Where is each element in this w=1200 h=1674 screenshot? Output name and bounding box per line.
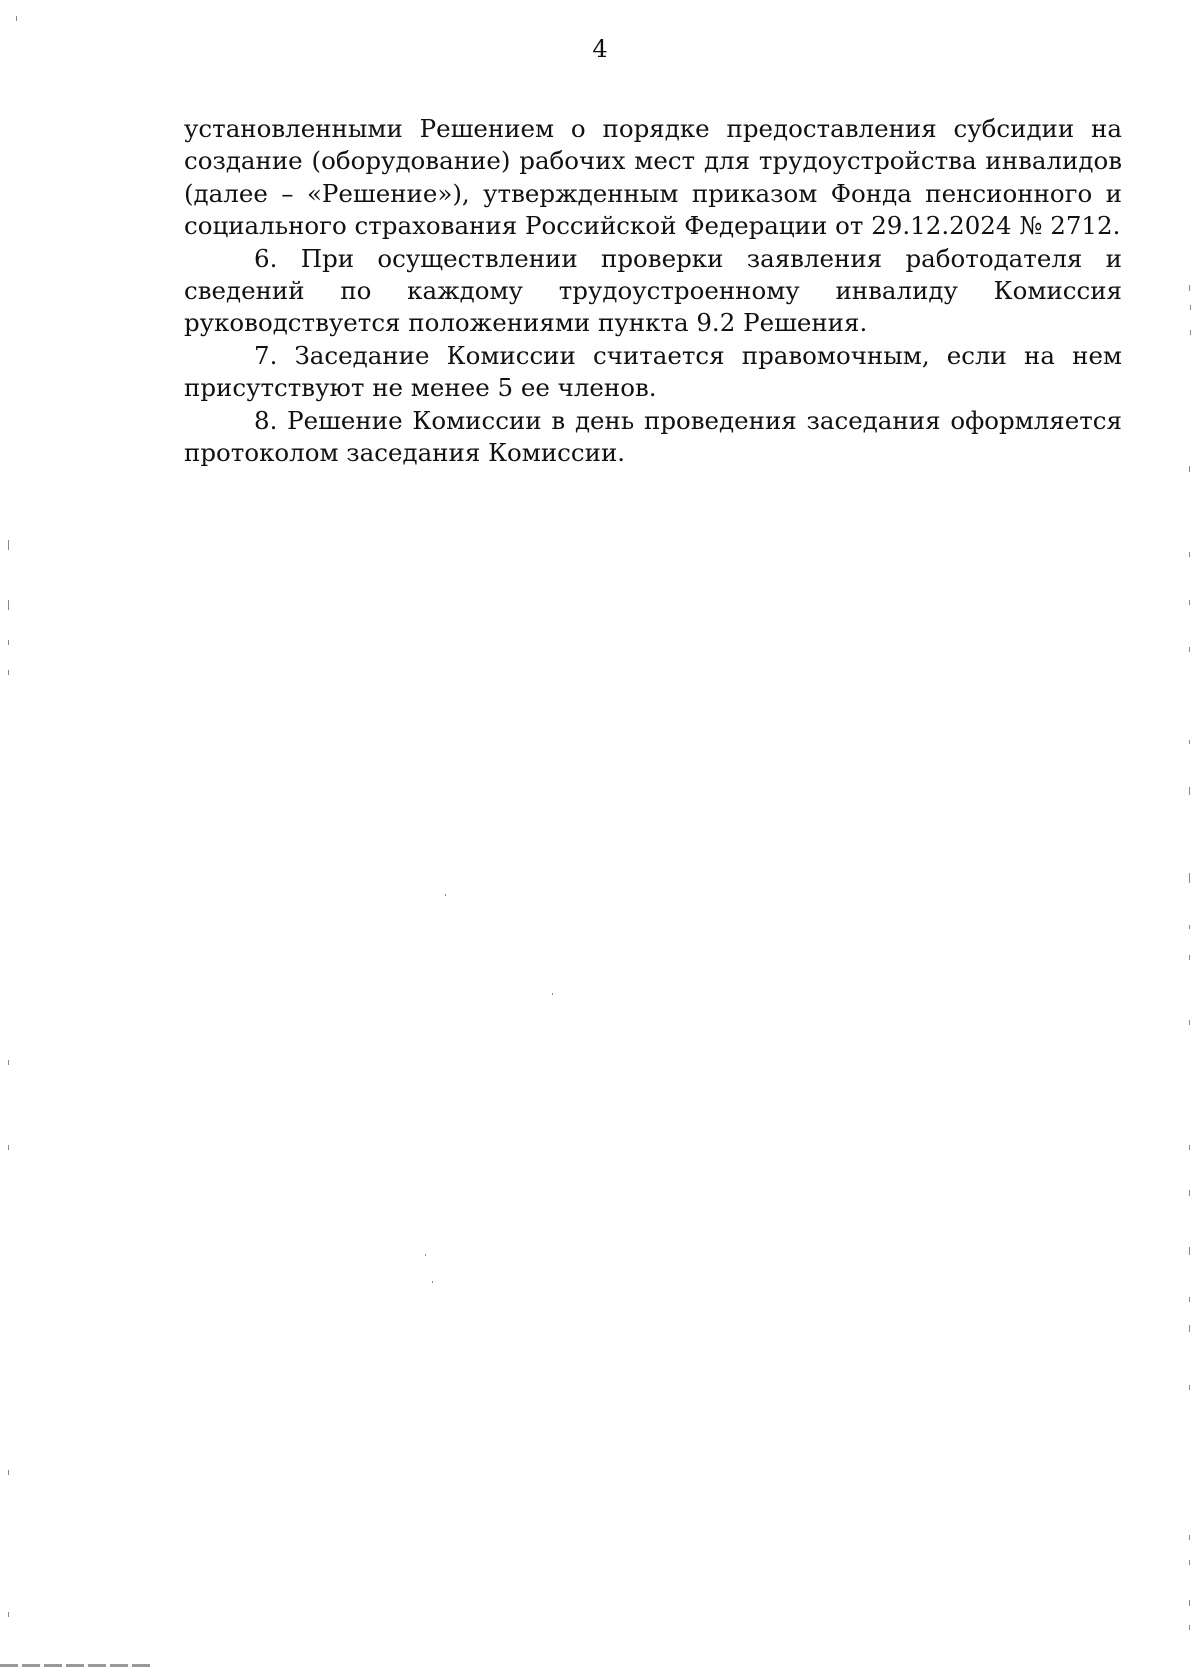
scan-speck: [425, 1254, 426, 1256]
scan-speck: [1189, 787, 1190, 795]
scan-speck: [16, 16, 17, 21]
scan-speck: [1189, 285, 1190, 291]
document-body: [184, 113, 1122, 469]
scan-speck: [1189, 466, 1190, 472]
scan-speck: [1189, 1190, 1190, 1196]
scan-speck: [445, 894, 446, 896]
scan-speck: [1189, 600, 1190, 605]
scan-speck: [1189, 1247, 1190, 1255]
scan-speck: [1189, 1297, 1190, 1302]
scan-speck: [1189, 955, 1190, 960]
paragraph-item-7: 7. Заседание Комиссии считается правомочным, если на нем присутствуют не менее 5 ее членов.: [184, 340, 1122, 403]
scan-speck: [1189, 740, 1190, 744]
scan-speck: [1190, 330, 1191, 335]
page-number: 4: [592, 35, 608, 63]
scan-speck: [1189, 1625, 1190, 1630]
scan-speck: [432, 1281, 433, 1283]
scan-speck: [8, 1060, 9, 1065]
scan-speck: [1189, 1560, 1190, 1565]
scan-speck: [8, 670, 9, 675]
scan-speck: [8, 540, 9, 550]
scan-speck: [1189, 1385, 1190, 1390]
scan-speck: [1189, 925, 1190, 929]
scan-speck: [1189, 1145, 1190, 1150]
scan-speck: [1189, 1600, 1190, 1606]
scan-speck: [1189, 647, 1190, 652]
scan-speck: [1189, 873, 1190, 883]
scan-speck: [552, 993, 553, 995]
scan-speck: [8, 1470, 9, 1475]
scan-speck: [1190, 305, 1191, 310]
scan-speck: [8, 1145, 9, 1150]
scan-speck: [8, 640, 9, 645]
scan-speck: [1189, 552, 1190, 557]
scan-speck: [1189, 1325, 1190, 1332]
scan-speck: [8, 1612, 9, 1617]
scan-speck: [8, 600, 9, 610]
scan-bottom-edge: [0, 1664, 150, 1667]
paragraph-item-6: 6. При осуществлении проверки заявления работодателя и сведений по каждому трудоустроенному инвалиду Комиссия руководствуется положениями пункта 9.2 Решения.: [184, 243, 1122, 338]
scan-speck: [1189, 1535, 1190, 1540]
paragraph-intro: установленными Решением о порядке предоставления субсидии на создание (оборудование) рабочих мест для трудоустройства инвалидов (далее – «Решение»), утвержденным приказом Фонда пенсионного и социального страхования Российской Федерации от 29.12.2024 № 2712.: [184, 114, 1122, 241]
scan-speck: [1189, 1020, 1190, 1025]
paragraph-item-8: 8. Решение Комиссии в день проведения заседания оформляется протоколом заседания Комиссии.: [184, 405, 1122, 468]
